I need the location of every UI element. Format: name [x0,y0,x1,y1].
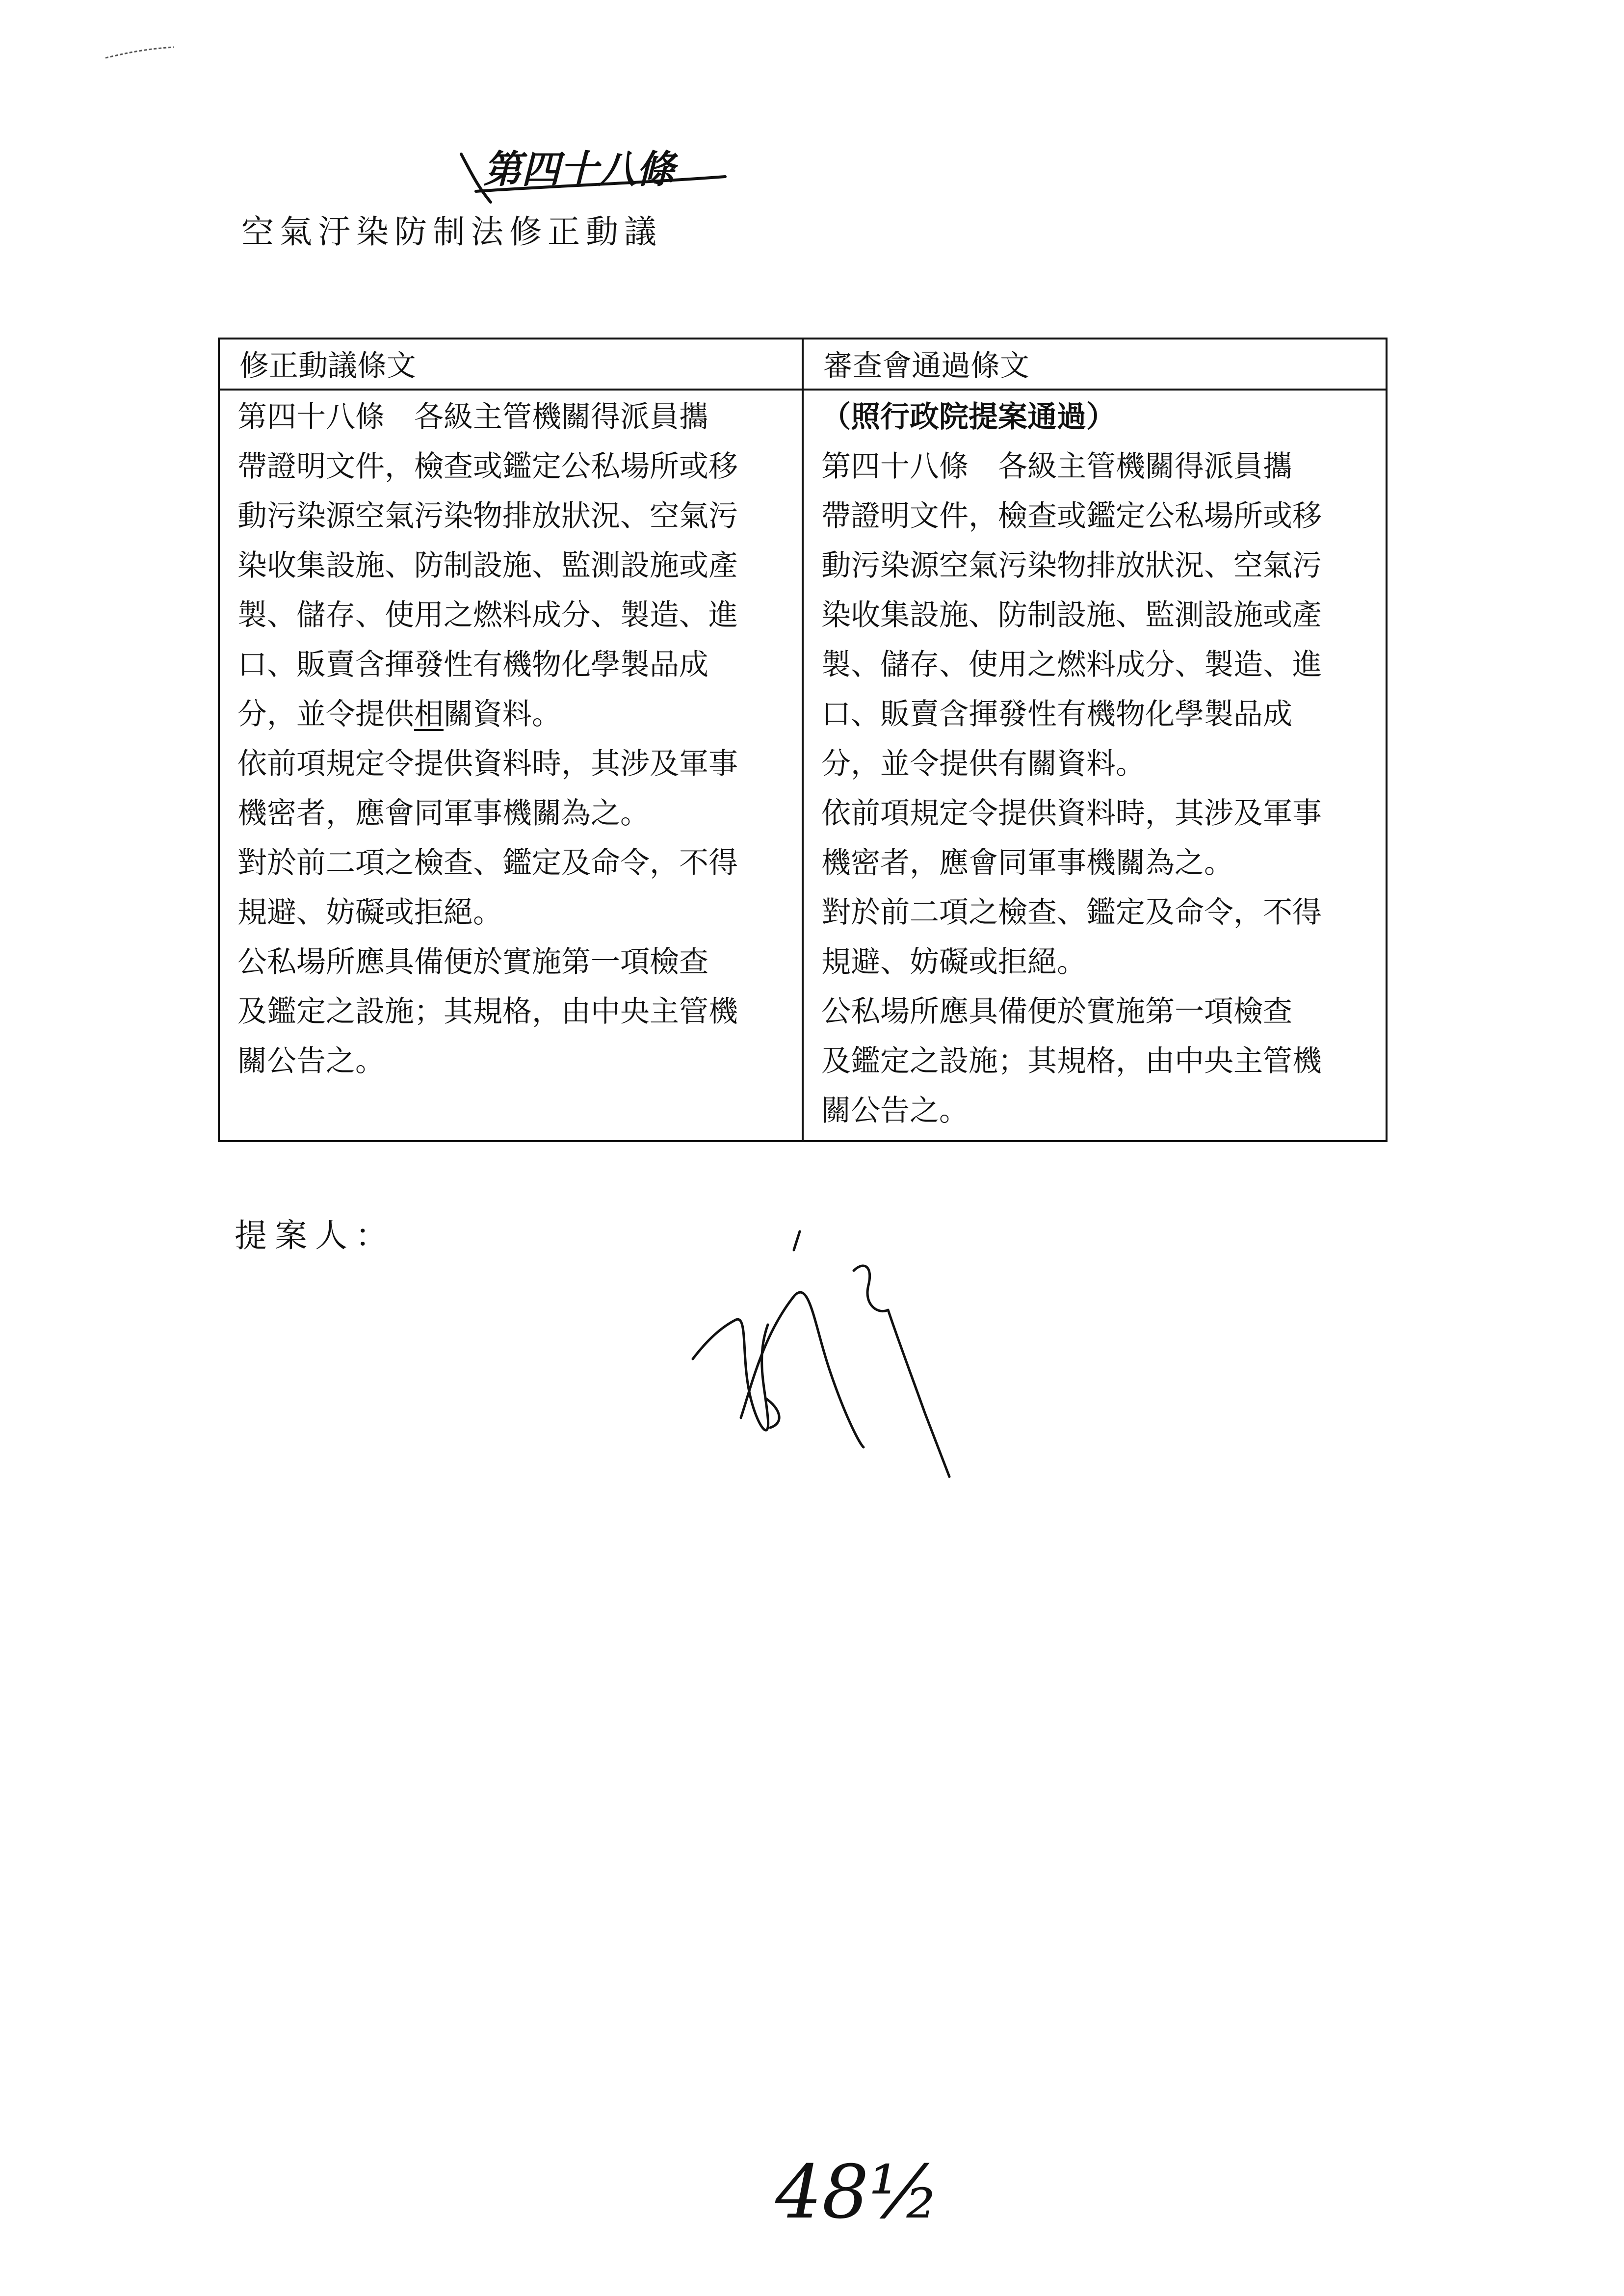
amendment-line: 及鑑定之設施；其規格，由中央主管機 [237,994,738,1029]
committee-column [804,339,1386,1140]
amendment-line: 規避、妨礙或拒絕。 [237,895,502,930]
amendment-comparison-table [218,338,1388,1142]
committee-line: 口、販賣含揮發性有機物化學製品成 [821,697,1292,731]
committee-line: 製、儲存、使用之燃料成分、製造、進 [821,648,1322,682]
amendment-line: 關公告之。 [237,1044,385,1078]
amendment-column-header: 修正動議條文 [220,339,802,391]
amendment-line: 第四十八條 各級主管機關得派員攜 [237,400,708,434]
committee-line: 及鑑定之設施；其規格，由中央主管機 [821,1044,1322,1078]
committee-column-body [804,391,1386,1136]
handwritten-signature [667,1212,971,1487]
amendment-line-end: 關資料。 [444,697,561,731]
amendment-line: 依前項規定令提供資料時，其涉及軍事 [237,747,738,781]
committee-passed-note: （照行政院提案通過） [821,400,1116,434]
amendment-column-body [220,391,802,1086]
committee-column-header: 審查會通過條文 [804,339,1386,391]
amendment-line: 染收集設施、防制設施、監測設施或產 [237,548,738,583]
amendment-line: 公私場所應具備便於實施第一項檢查 [237,945,708,979]
committee-line: 公私場所應具備便於實施第一項檢查 [821,994,1292,1029]
committee-line: 動污染源空氣污染物排放狀況、空氣污 [821,548,1322,583]
amendment-line: 機密者，應會同軍事機關為之。 [237,796,650,831]
amendment-line: 口、販賣含揮發性有機物化學製品成 [237,648,708,682]
committee-line: 關公告之。 [821,1094,969,1128]
amendment-line-start: 分，並令提供 [237,697,414,731]
amendment-column [220,339,804,1140]
committee-line: 機密者，應會同軍事機關為之。 [821,846,1233,880]
scan-artifact-mark [103,43,177,63]
document-title: 空氣汙染防制法修正動議 [241,213,662,251]
amendment-line: 製、儲存、使用之燃料成分、製造、進 [237,598,738,632]
committee-line: 帶證明文件，檢查或鑑定公私場所或移 [821,499,1322,533]
handwritten-heading-text: 第四十八條 [483,147,675,192]
amendment-line-with-change [237,690,802,739]
committee-line: 第四十八條 各級主管機關得派員攜 [821,449,1292,484]
handwritten-page-number [765,2154,962,2237]
amendment-line: 帶證明文件，檢查或鑑定公私場所或移 [237,449,738,484]
underlined-changed-word: 相 [414,697,444,731]
amendment-line: 動污染源空氣污染物排放狀況、空氣污 [237,499,738,533]
committee-line: 對於前二項之檢查、鑑定及命令，不得 [821,895,1322,930]
committee-line: 規避、妨礙或拒絕。 [821,945,1086,979]
committee-line: 依前項規定令提供資料時，其涉及軍事 [821,796,1322,831]
page-number-text: 48½ [775,2154,941,2235]
committee-line: 分，並令提供有關資料。 [821,747,1145,781]
committee-line: 染收集設施、防制設施、監測設施或產 [821,598,1322,632]
amendment-line: 對於前二項之檢查、鑑定及命令，不得 [237,846,738,880]
handwritten-article-heading [456,129,731,212]
proposer-label: 提案人： [235,1217,395,1254]
